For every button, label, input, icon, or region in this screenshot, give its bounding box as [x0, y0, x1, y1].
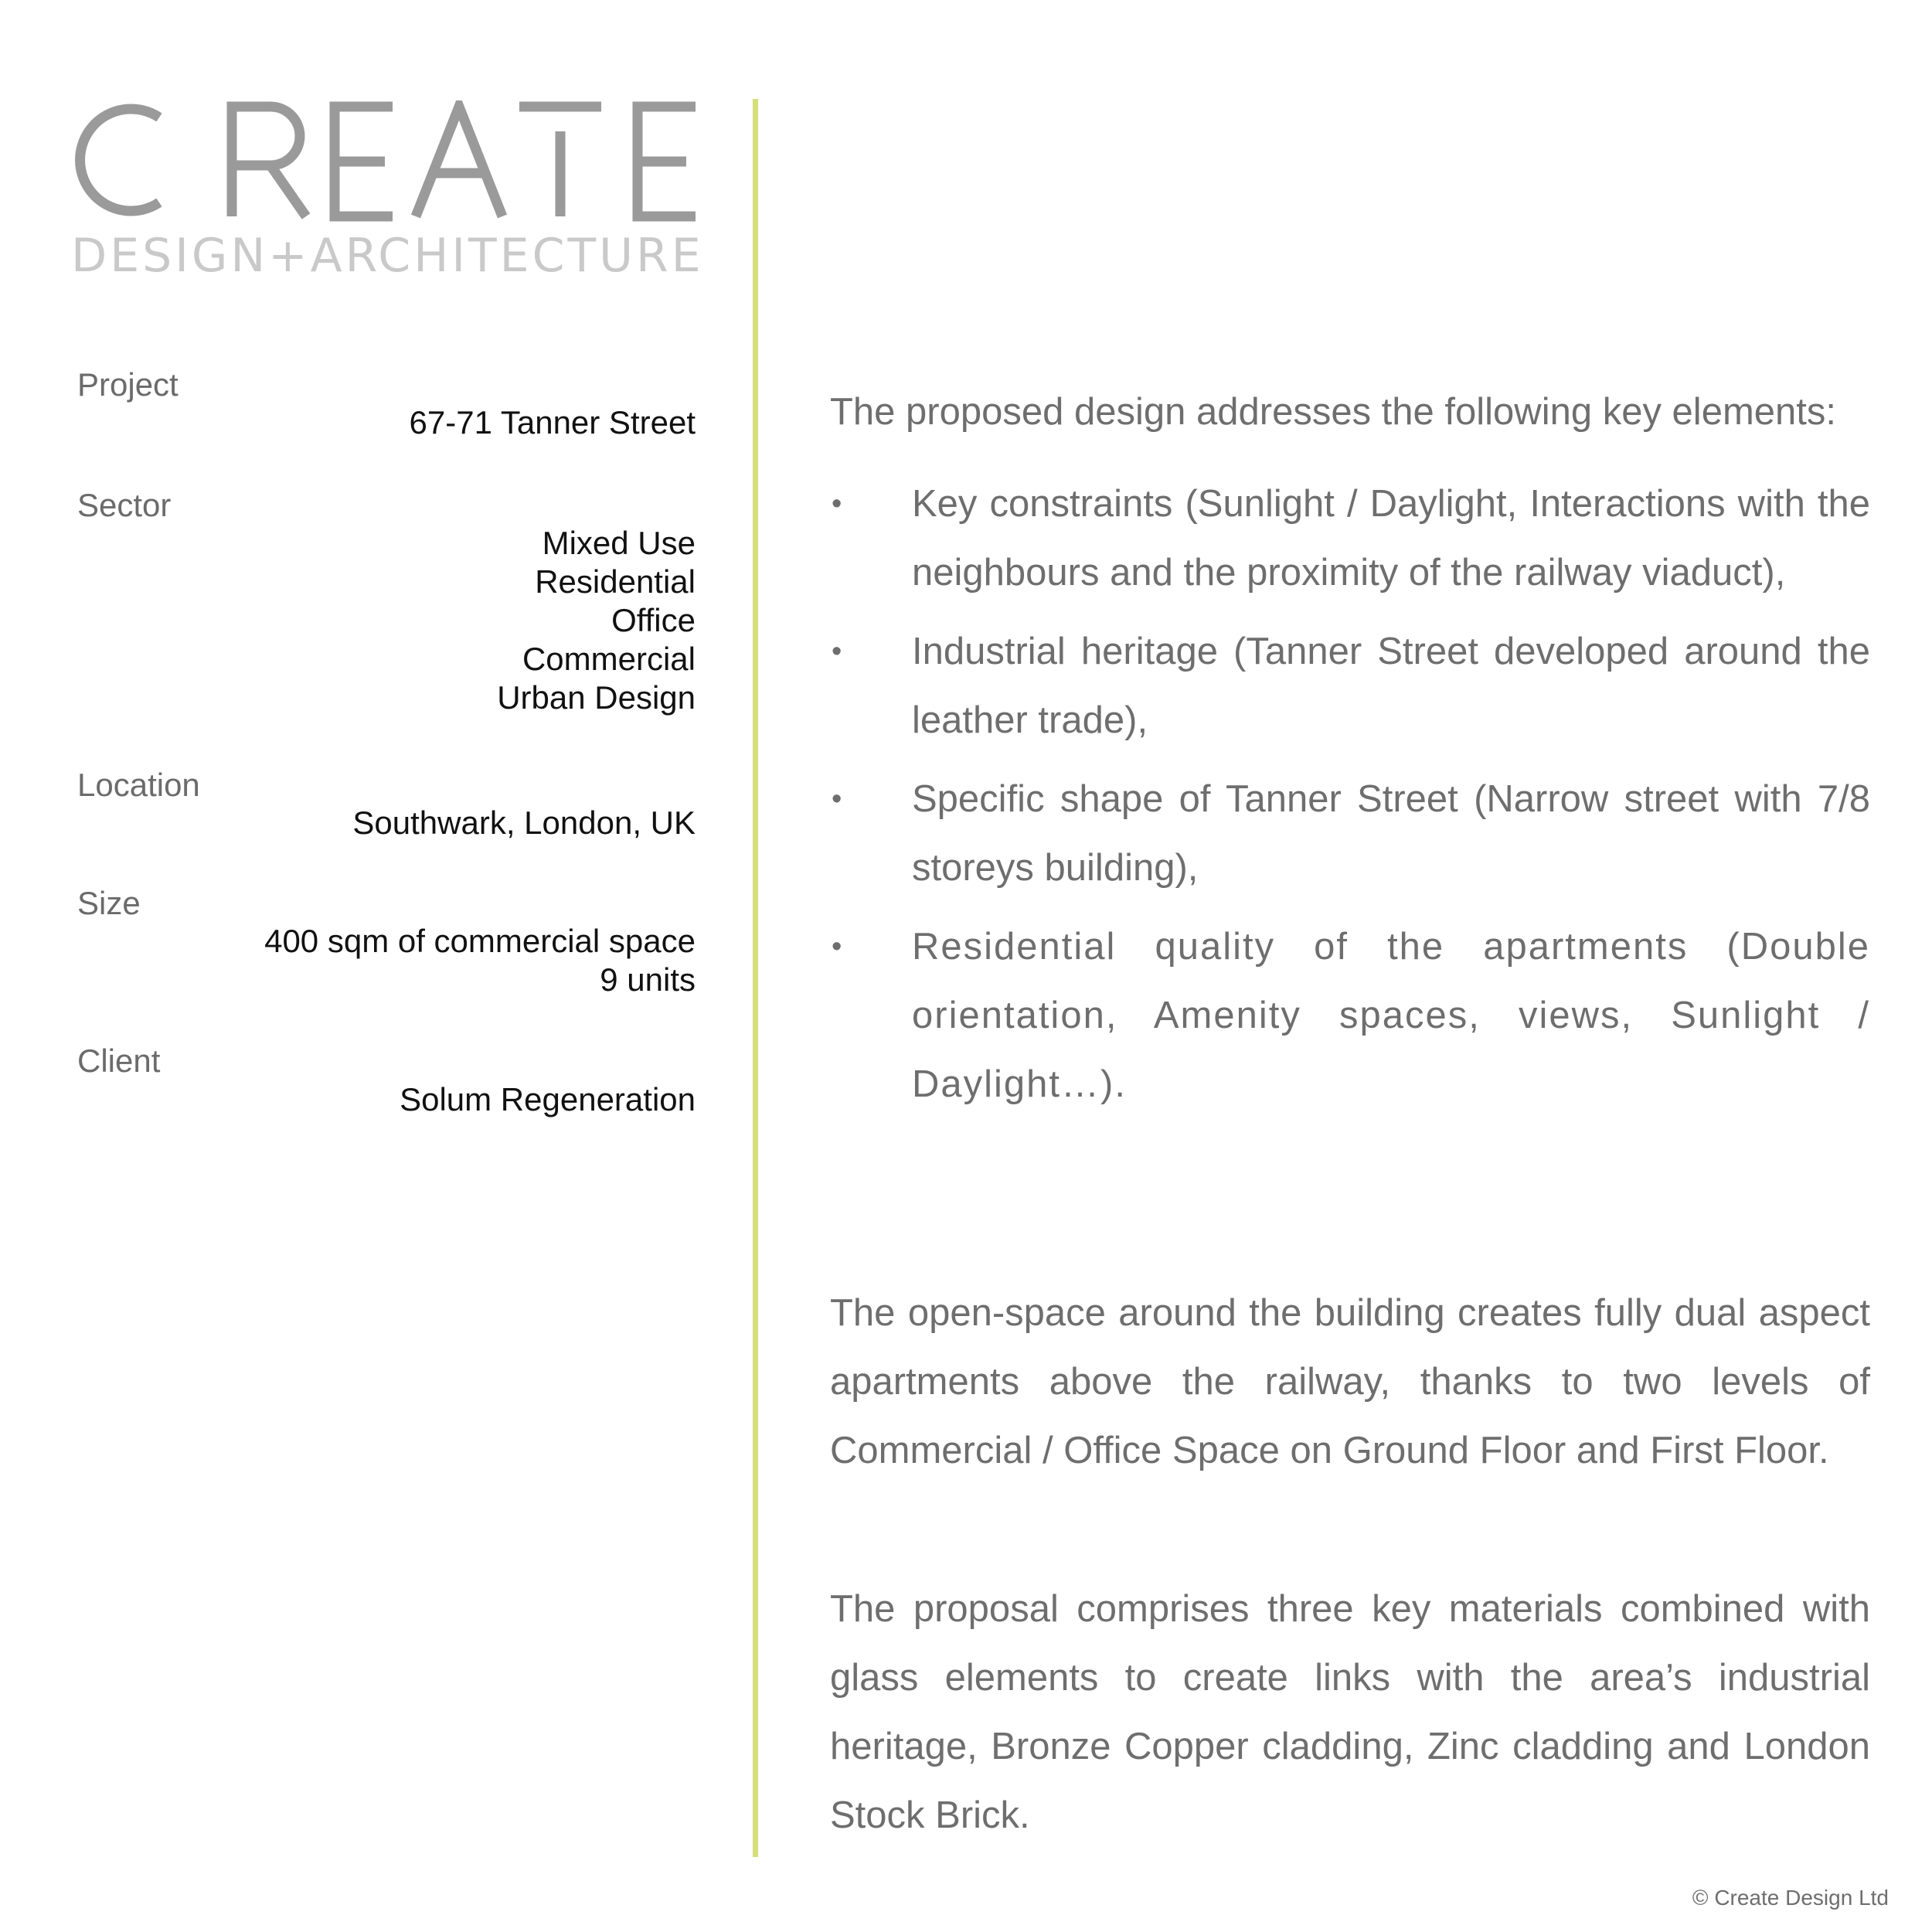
sector-value: Urban Design — [497, 679, 696, 716]
project-value — [410, 403, 696, 442]
list-item-text: Industrial heritage (Tanner Street developed around the leather trade), — [912, 631, 1870, 741]
sector-values — [497, 524, 696, 717]
list-item-text: Specific shape of Tanner Street (Narrow street with 7/8 storeys building), — [912, 778, 1870, 889]
bullet-icon: • — [832, 635, 842, 668]
client-value — [400, 1080, 696, 1119]
paragraph-text: The proposal comprises three key materials combined with glass elements to create links with the area’s industrial heritage, Bronze Copper cladding, Zinc cladding and London Stock Brick. — [830, 1588, 1870, 1836]
logo-subtitle — [71, 229, 704, 283]
key-elements-list — [830, 470, 1870, 1129]
list-item-text: Key constraints (Sunlight / Daylight, Interactions with the neighbours and the proximity of the railway viaduct), — [912, 483, 1870, 594]
client-label: Client — [77, 1043, 161, 1079]
logo-subtitle-architecture: ARCHITECTURE — [310, 229, 704, 283]
project-value-text: 67-71 Tanner Street — [409, 404, 696, 440]
list-item — [830, 470, 1870, 607]
sector-value: Residential — [535, 563, 696, 600]
location-value-text: Southwark, London, UK — [352, 804, 696, 841]
sector-value: Commercial — [522, 641, 696, 677]
size-value: 400 sqm of commercial space — [264, 923, 696, 959]
client-value-text: Solum Regeneration — [400, 1081, 696, 1117]
logo-subtitle-design: DESIGN — [71, 229, 269, 283]
vertical-divider — [753, 99, 758, 1857]
list-item — [830, 617, 1870, 755]
project-label: Project — [77, 366, 179, 403]
bullet-icon: • — [832, 488, 842, 520]
list-item — [830, 913, 1870, 1119]
location-value — [352, 804, 696, 842]
bullet-icon: • — [832, 930, 844, 963]
intro-text: The proposed design addresses the following key elements: — [830, 391, 1836, 433]
paragraph-text: The open-space around the building creates fully dual aspect apartments above the railway, thanks to two levels of Commercial / Office Space on Ground Floor and First Floor. — [830, 1292, 1870, 1471]
list-item — [830, 765, 1870, 903]
create-wordmark — [68, 100, 702, 224]
sector-value: Mixed Use — [542, 525, 696, 561]
size-value: 9 units — [600, 961, 696, 998]
open-space-paragraph — [830, 1279, 1870, 1485]
bullet-icon: • — [832, 783, 842, 815]
materials-paragraph — [830, 1575, 1870, 1850]
create-logo — [68, 100, 702, 224]
copyright-notice: © Create Design Ltd — [1692, 1886, 1889, 1910]
size-values — [264, 922, 696, 999]
sector-label: Sector — [77, 487, 172, 523]
logo-subtitle-plus: + — [268, 229, 311, 283]
list-item-text: Residential quality of the apartments (Double orientation, Amenity spaces, views, Sunlight / Daylight…). — [912, 926, 1870, 1105]
size-label: Size — [77, 885, 141, 921]
location-label: Location — [77, 767, 200, 803]
sector-value: Office — [611, 602, 696, 638]
